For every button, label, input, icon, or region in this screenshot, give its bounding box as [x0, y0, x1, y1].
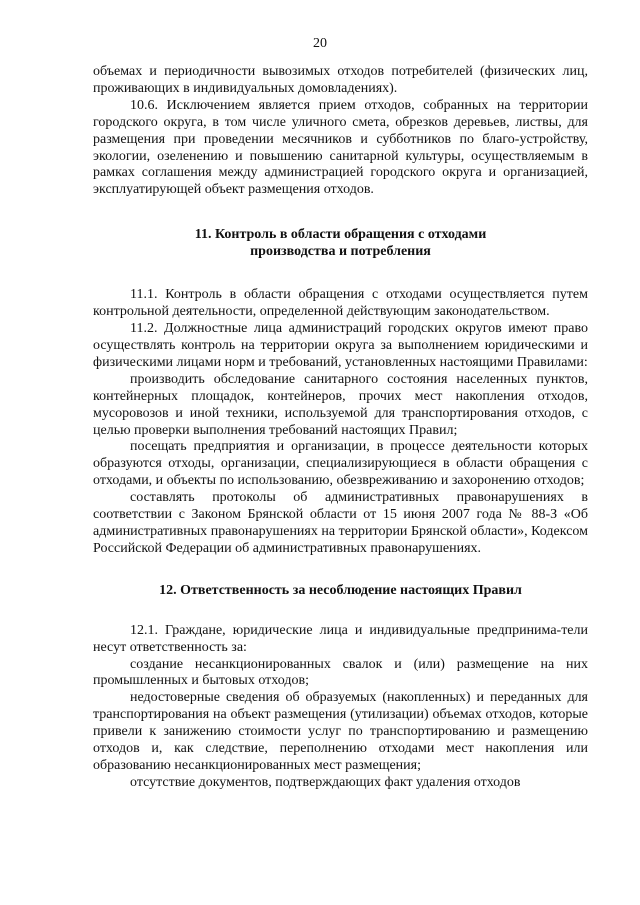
paragraph-10-6: 10.6. Исключением является прием отходов, собранных на территории городского округа, в том числе уличного смета, обрезков деревьев, листвы, для размещения при проведении месячников и субботников по благо-устройству, экологии, озеленению и повышению санитарной культуры, осуществляемым в рамках соглашения между администрацией городского округа и организацией, эксплуатирующей объект размещения отходов. [93, 97, 588, 198]
section-11-heading-line-2: производства и потребления [250, 244, 431, 260]
section-12-heading: 12. Ответственность за несоблюдение настоящих Правил [159, 582, 522, 598]
paragraph-12-1-item-documents: отсутствие документов, подтверждающих факт удаления отходов [130, 774, 521, 790]
section-11-heading-line-1: 11. Контроль в области обращения с отходами [194, 227, 487, 243]
page-number: 20 [313, 36, 327, 51]
section-11-heading [93, 226, 588, 260]
paragraph-12-1: 12.1. Граждане, юридические лица и индивидуальные предпринима-тели несут ответственность за: [93, 622, 588, 655]
paragraph-12-1-item-false-info: недостоверные сведения об образуемых (накопленных) и переданных для транспортирования на объект размещения (утилизации) объемах отходов, которые привели к занижению стоимости услуг по транспортированию и размещению отходов и, как следствие, переполнению отходами мест накопления или образованию несанкционированных мест размещения; [93, 690, 588, 773]
paragraph-11-2-item-protocols: составлять протоколы об административных правонарушениях в соответствии с Законом Брянской области от 15 июня 2007 года № 88-З «Об административных правонарушениях на территории Брянской области», Кодексом Российской Федерации об административных правонарушениях. [93, 490, 588, 556]
paragraph-11-1: 11.1. Контроль в области обращения с отходами осуществляется путем контрольной деятельности, определенной действующим законодательством. [93, 287, 588, 320]
paragraph-11-2: 11.2. Должностные лица администраций городских округов имеют право осуществлять контроль на территории округа за выполнением юридическими и физическими лицами норм и требований, установленных настоящими Правилами: [93, 321, 588, 370]
paragraph-12-1-item-dumps: создание несанкционированных свалок и (или) размещение на них промышленных и бытовых отходов; [93, 656, 588, 689]
paragraph-11-2-item-visit: посещать предприятия и организации, в процессе деятельности которых образуются отходы, организации, специализирующиеся в области обращения с отходами, и объекты по использованию, обезвреживанию и захоронению отходов; [93, 439, 588, 489]
paragraph-11-2-item-inspect: производить обследование санитарного состояния населенных пунктов, контейнерных площадок, контейнеров, прочих мест накопления отходов, мусоровозов и иной техники, используемой для транспортирования отходов, с целью проверки выполнения требований настоящих Правил; [93, 371, 588, 438]
document-body [93, 64, 588, 792]
paragraph-continuation: объемах и периодичности вывозимых отходов потребителей (физических лиц, проживающих в индивидуальных домовладениях). [93, 64, 588, 96]
